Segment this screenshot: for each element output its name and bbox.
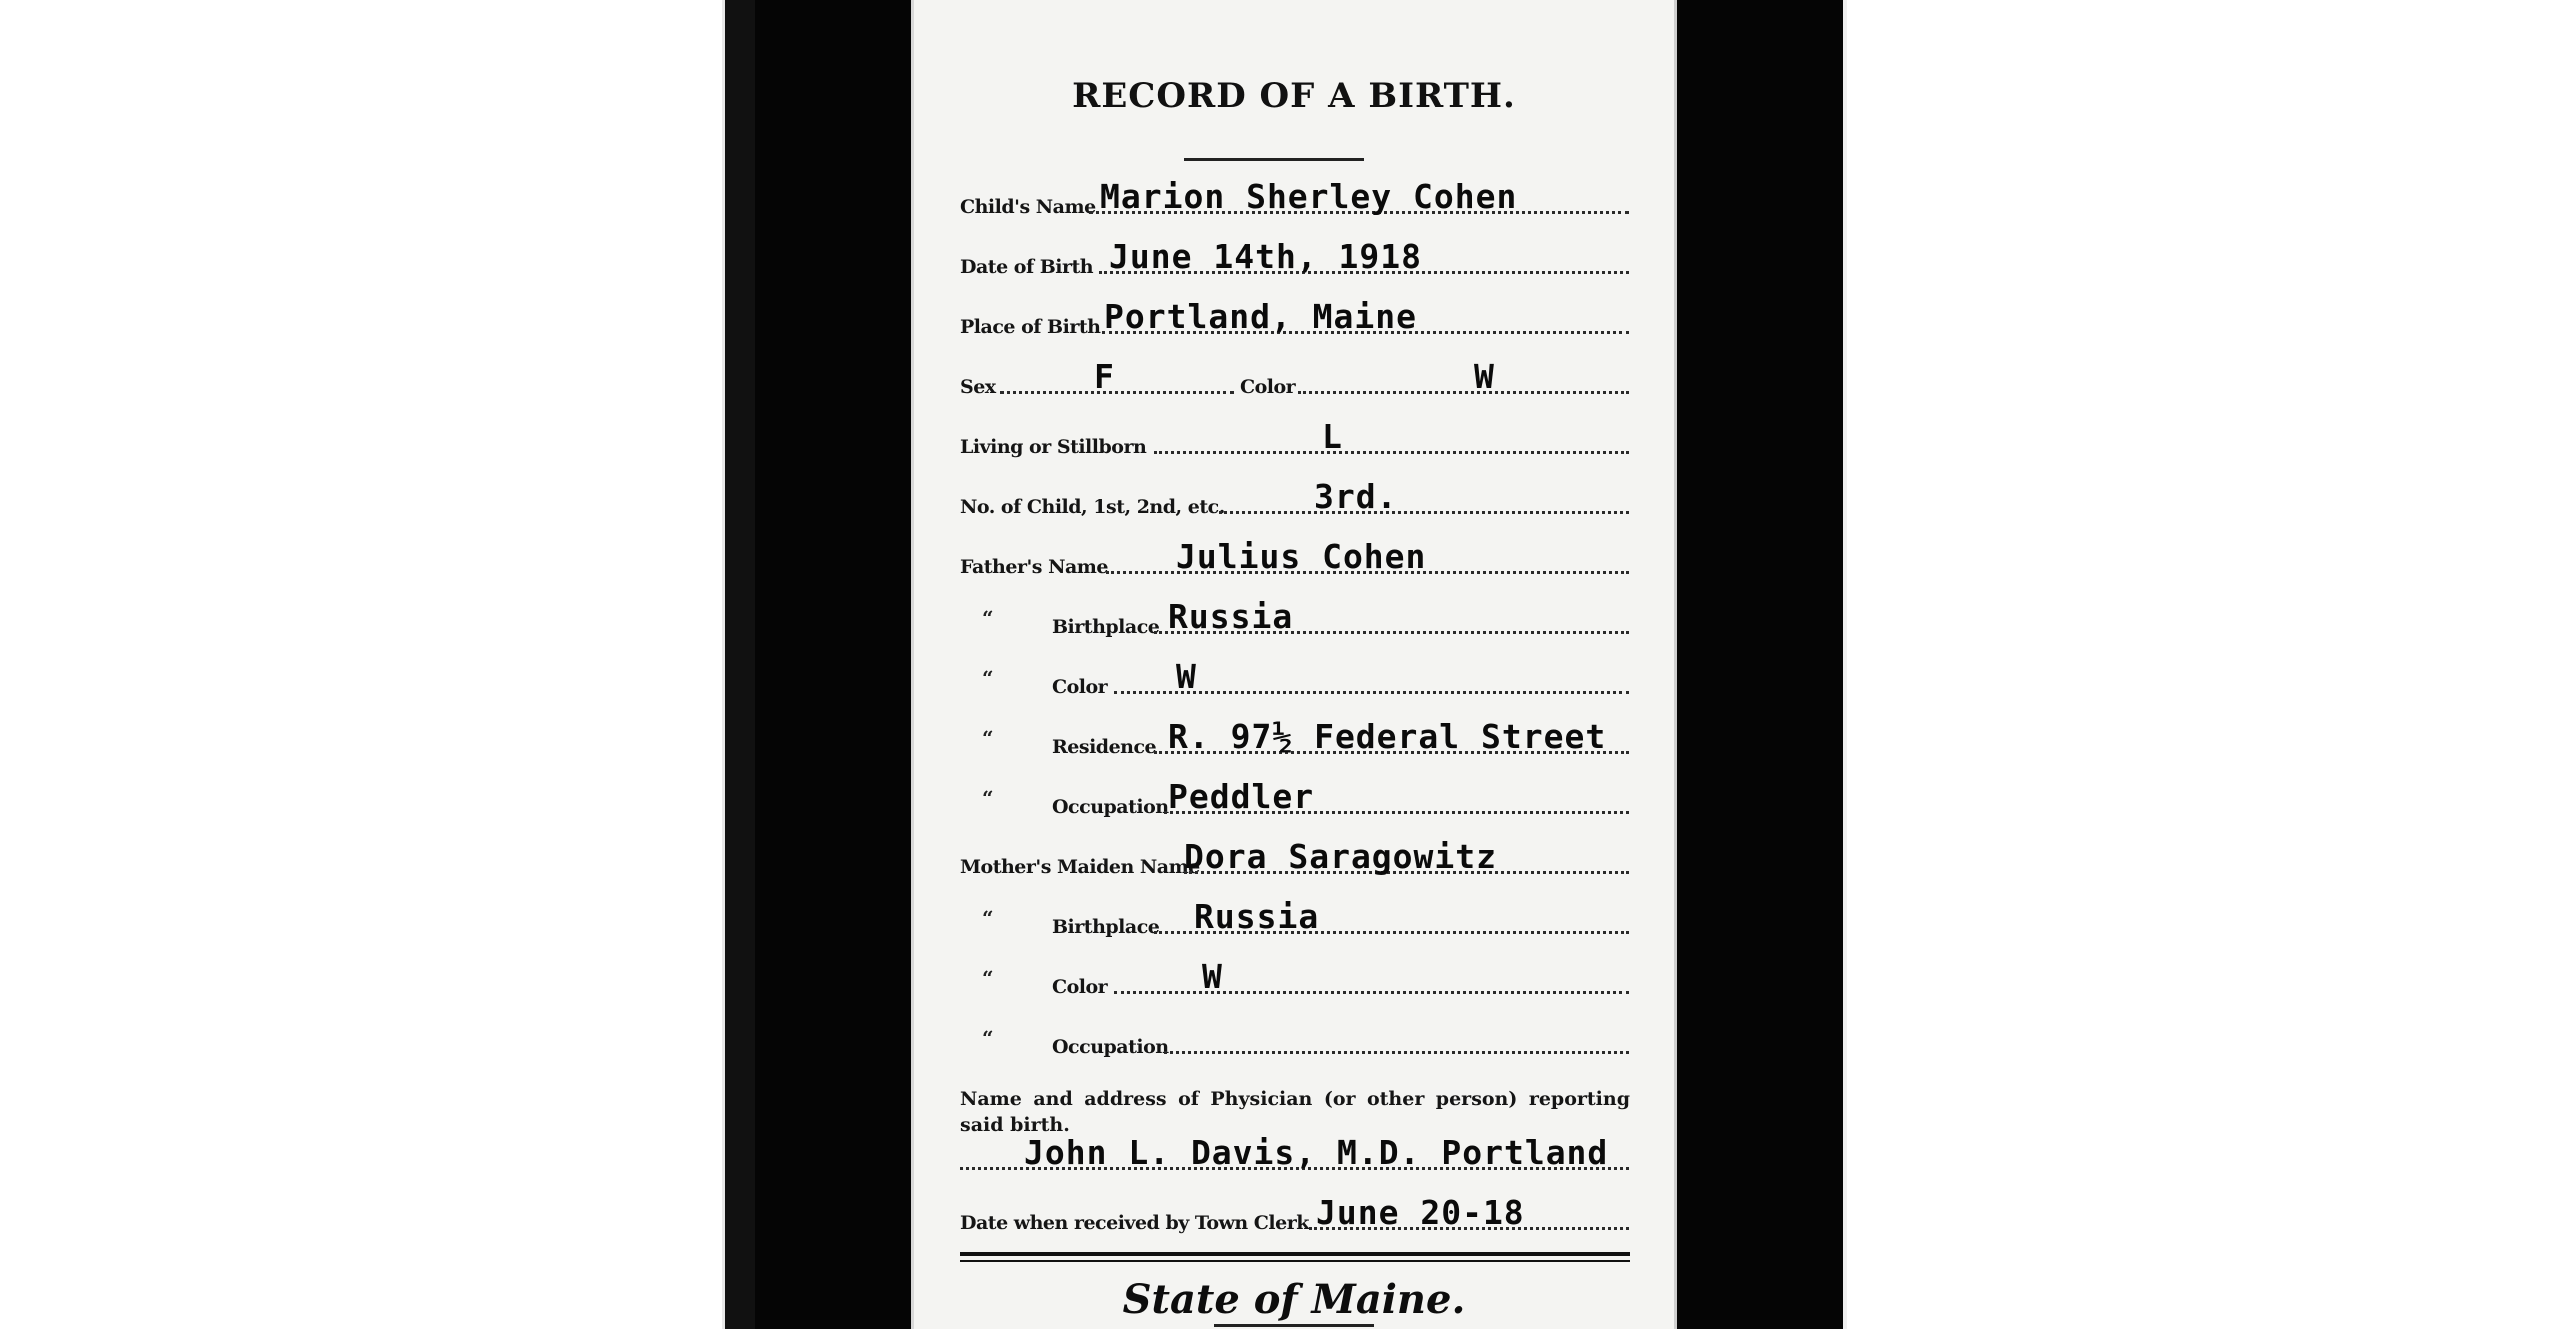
ditto-mark: “ — [982, 726, 994, 750]
row-living-stillborn — [914, 408, 1674, 464]
ditto-mark: “ — [982, 1026, 994, 1050]
ditto-mark: “ — [982, 786, 994, 810]
father-birthplace-value: Russia — [1168, 597, 1294, 636]
double-rule-top — [960, 1252, 1630, 1256]
sex-label: Sex — [960, 376, 996, 398]
father-residence-value: R. 97½ Federal Street — [1168, 717, 1607, 756]
physician-value: John L. Davis, M.D. Portland — [1024, 1133, 1609, 1172]
father-color-value: W — [1176, 657, 1197, 696]
ditto-mark: “ — [982, 606, 994, 630]
father-residence-label: Residence — [1052, 736, 1157, 758]
row-father-occupation — [914, 768, 1674, 824]
date-of-birth-label: Date of Birth — [960, 256, 1094, 278]
mother-color-dots — [1114, 991, 1629, 994]
father-birthplace-label: Birthplace — [1052, 616, 1160, 638]
color-dots — [1298, 391, 1629, 394]
sex-value: F — [1094, 357, 1115, 396]
living-stillborn-label: Living or Stillborn — [960, 436, 1147, 458]
footer-rule — [1214, 1324, 1374, 1327]
scanned-record-image — [722, 0, 1847, 1329]
row-father-color — [914, 648, 1674, 704]
mother-birthplace-label: Birthplace — [1052, 916, 1160, 938]
double-rule-bottom — [960, 1260, 1630, 1262]
mother-birthplace-value: Russia — [1194, 897, 1320, 936]
father-name-value: Julius Cohen — [1176, 537, 1427, 576]
record-title: RECORD OF A BIRTH. — [1072, 76, 1516, 116]
row-sex-color — [914, 348, 1674, 404]
mother-occupation-dots — [1164, 1051, 1629, 1054]
mother-occupation-label: Occupation — [1052, 1036, 1169, 1058]
mother-name-value: Dora Saragowitz — [1184, 837, 1498, 876]
row-physician — [914, 1124, 1674, 1180]
row-mother-birthplace — [914, 888, 1674, 944]
sex-dots — [1000, 391, 1234, 394]
father-occupation-value: Peddler — [1168, 777, 1315, 816]
row-mother-occupation — [914, 1008, 1674, 1064]
date-received-label: Date when received by Town Clerk — [960, 1212, 1309, 1234]
child-name-value: Marion Sherley Cohen — [1100, 177, 1518, 216]
row-father-name — [914, 528, 1674, 584]
child-name-label: Child's Name — [960, 196, 1096, 218]
physician-label: Name and address of Physician (or other person) reporting said birth. — [960, 1088, 1630, 1136]
mother-color-label: Color — [1052, 976, 1108, 998]
row-child-name — [914, 168, 1674, 224]
row-date-received — [914, 1184, 1674, 1240]
scan-frame-edge — [725, 0, 755, 1329]
row-child-number — [914, 468, 1674, 524]
title-rule — [1184, 158, 1364, 161]
child-number-value: 3rd. — [1314, 477, 1398, 516]
row-place-of-birth — [914, 288, 1674, 344]
color-value: W — [1474, 357, 1495, 396]
mother-color-value: W — [1202, 957, 1223, 996]
birth-record-card — [911, 0, 1677, 1329]
ditto-mark: “ — [982, 666, 994, 690]
date-of-birth-value: June 14th, 1918 — [1109, 237, 1423, 276]
child-number-label: No. of Child, 1st, 2nd, etc. — [960, 496, 1225, 518]
living-stillborn-value: L — [1322, 417, 1343, 456]
child-number-dots — [1219, 511, 1629, 514]
row-mother-color — [914, 948, 1674, 1004]
date-received-value: June 20-18 — [1316, 1193, 1525, 1232]
mother-name-label: Mother's Maiden Name — [960, 856, 1200, 878]
father-occupation-label: Occupation — [1052, 796, 1169, 818]
place-of-birth-label: Place of Birth — [960, 316, 1101, 338]
father-name-label: Father's Name — [960, 556, 1108, 578]
ditto-mark: “ — [982, 906, 994, 930]
row-date-of-birth — [914, 228, 1674, 284]
state-footer: State of Maine. — [1122, 1276, 1466, 1323]
row-mother-name — [914, 828, 1674, 884]
color-label: Color — [1240, 376, 1296, 398]
place-of-birth-value: Portland, Maine — [1104, 297, 1418, 336]
row-father-residence — [914, 708, 1674, 764]
ditto-mark: “ — [982, 966, 994, 990]
living-stillborn-dots — [1154, 451, 1629, 454]
father-color-label: Color — [1052, 676, 1108, 698]
row-father-birthplace — [914, 588, 1674, 644]
